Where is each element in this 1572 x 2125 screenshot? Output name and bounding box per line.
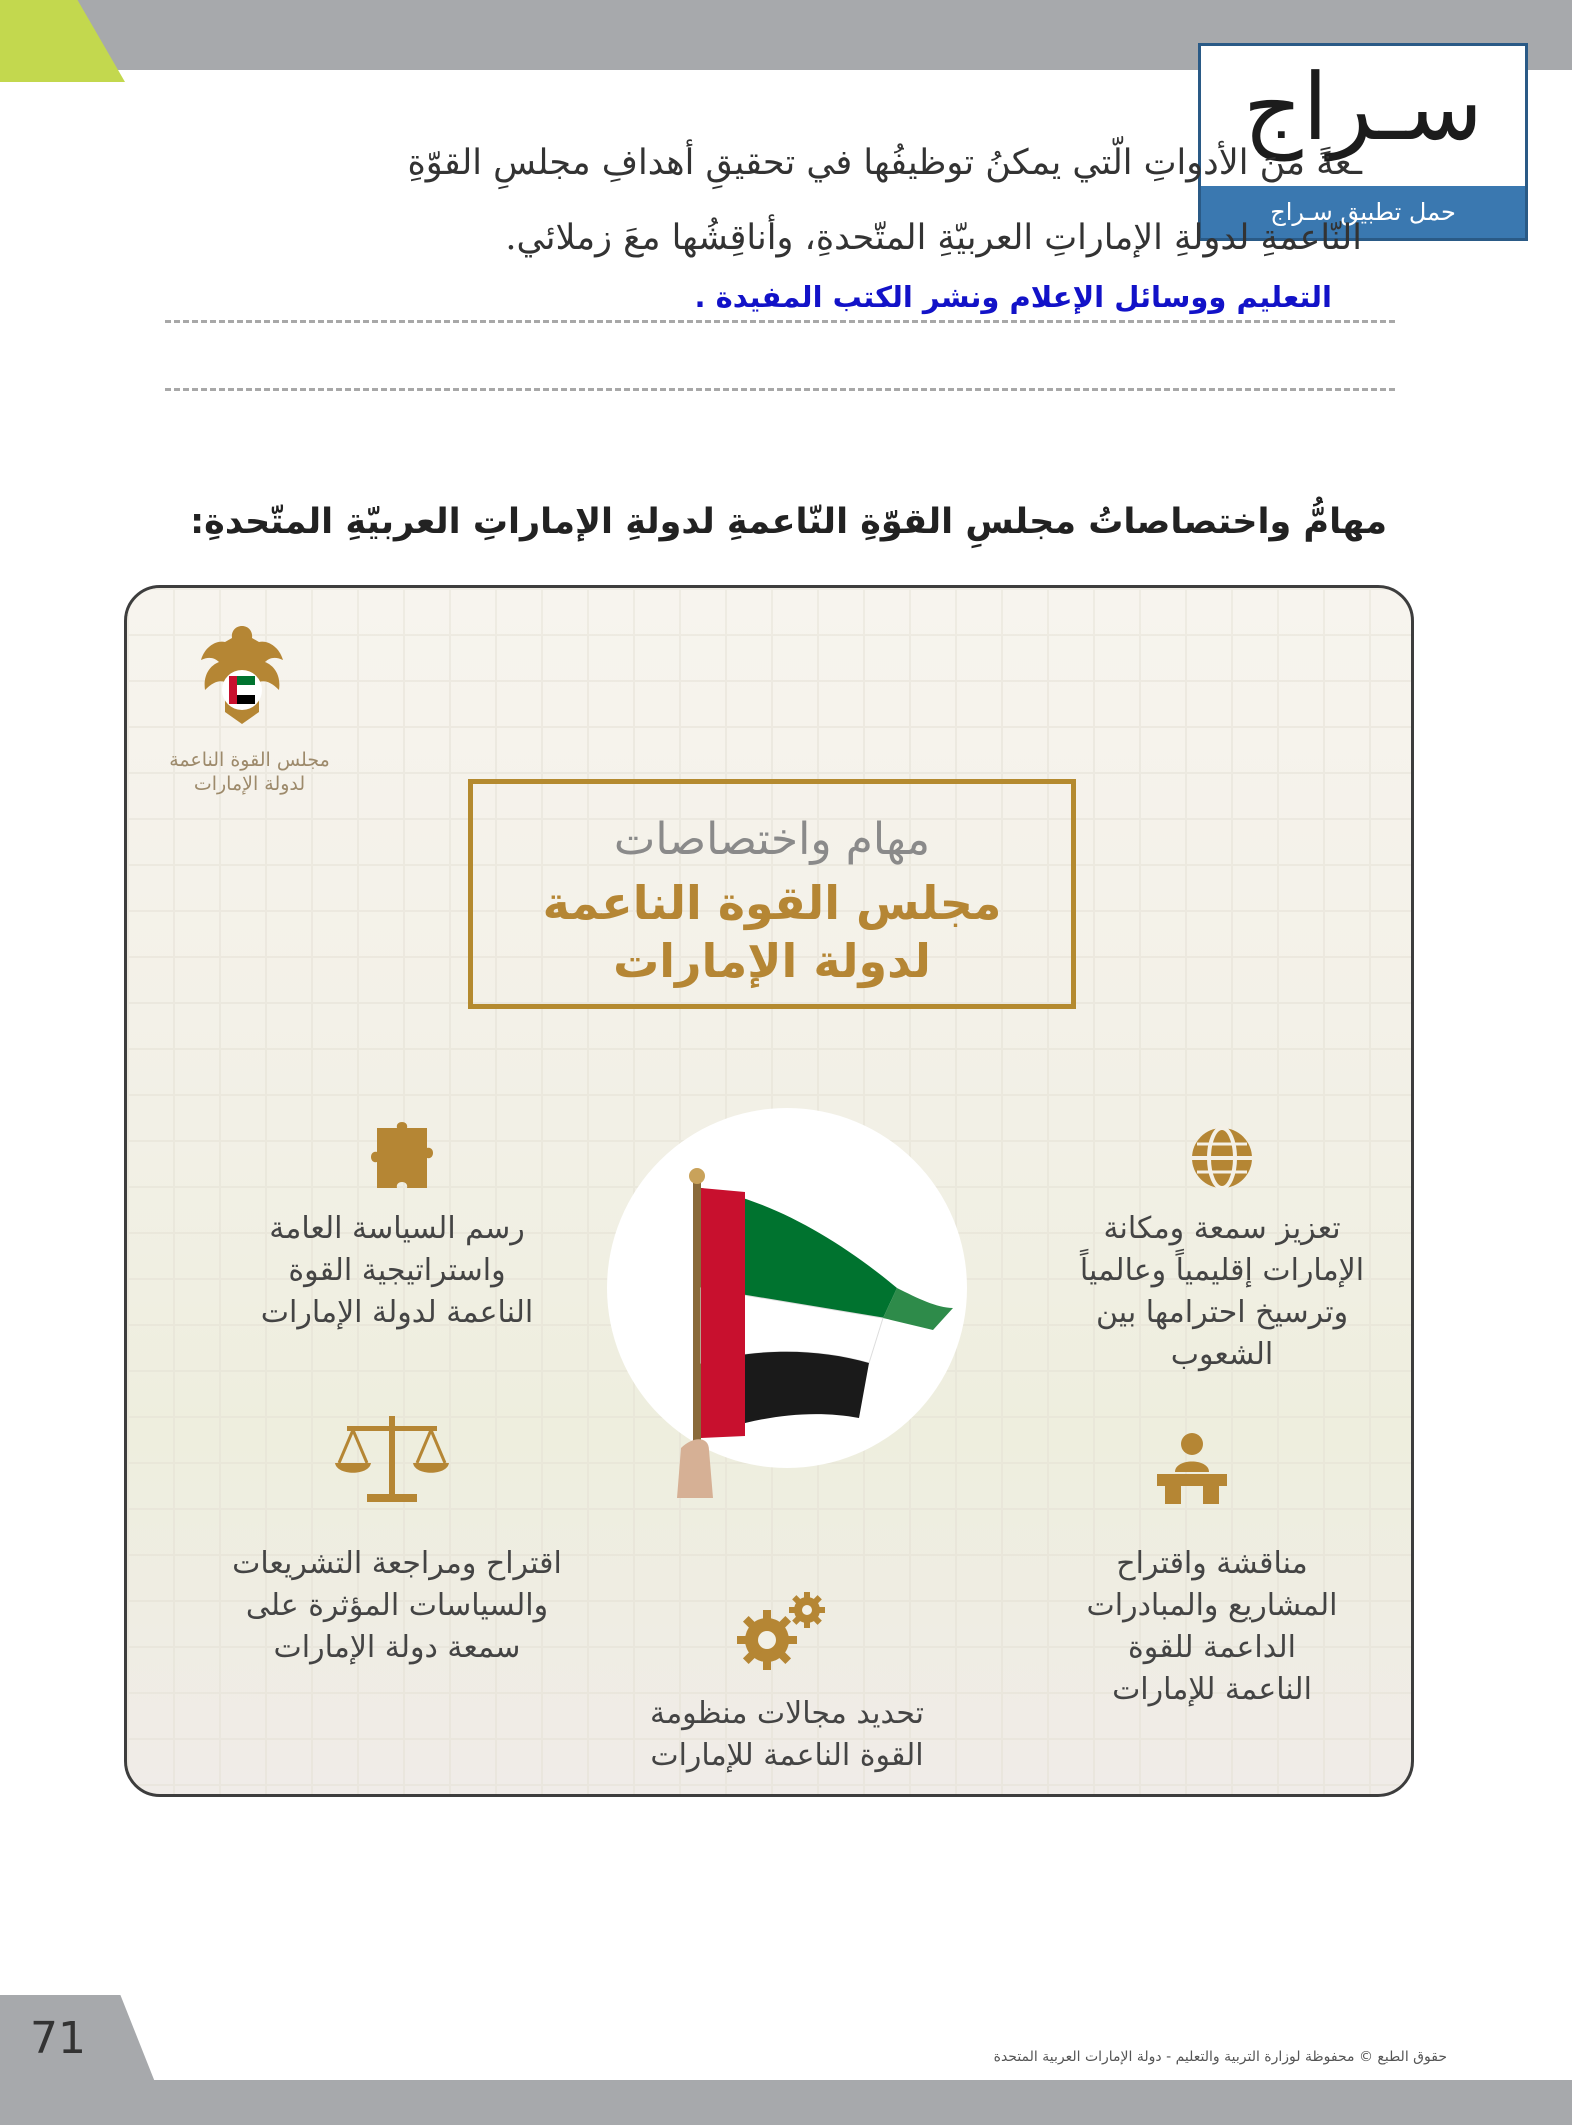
inner-title-line-2: مجلس القوة الناعمة xyxy=(542,876,1002,930)
item-reputation xyxy=(1062,1208,1382,1376)
item-legislation-line: اقتراح ومراجعة التشريعات xyxy=(232,1546,562,1581)
question-line-2: النّاعمةِ لدولةِ الإماراتِ العربيّةِ المتّحدةِ، وأناقِشُها معَ زملائي. xyxy=(505,218,1362,258)
globe-icon xyxy=(1177,1118,1267,1198)
item-legislation-line: والسياسات المؤثرة على xyxy=(245,1588,549,1623)
item-fields-line: تحديد مجالات منظومة xyxy=(650,1696,924,1731)
answer-line-1 xyxy=(165,320,1395,323)
footer-band xyxy=(0,2080,1572,2125)
item-initiatives-line: المشاريع والمبادرات xyxy=(1086,1588,1338,1623)
item-initiatives-line: مناقشة واقتراح xyxy=(1116,1546,1308,1581)
logo-tagline: حمل تطبيق سـراج xyxy=(1201,186,1525,238)
siraj-logo[interactable] xyxy=(1198,43,1528,241)
inner-title-line-3: لدولة الإمارات xyxy=(613,934,931,988)
scales-icon xyxy=(327,1408,457,1508)
uae-flag-icon xyxy=(597,1118,997,1498)
emblem-label-line-1: مجلس القوة الناعمة xyxy=(169,749,330,771)
puzzle-icon xyxy=(357,1118,447,1198)
question-line-1: ـعةً منَ الأدواتِ الّتي يمكنُ توظيفُها في تحقيقِ أهدافِ مجلسِ القوّةِ xyxy=(407,143,1362,183)
item-policy-line: رسم السياسة العامة xyxy=(269,1211,525,1246)
item-initiatives xyxy=(1047,1543,1377,1711)
emblem-label xyxy=(147,748,352,796)
item-legislation xyxy=(187,1543,607,1669)
item-reputation-line: الشعوب xyxy=(1170,1337,1274,1372)
person-desk-icon xyxy=(1147,1428,1237,1508)
answer-text: التعليم ووسائل الإعلام ونشر الكتب المفيدة . xyxy=(694,280,1332,314)
item-policy-line: واستراتيجية القوة xyxy=(288,1253,506,1288)
logo-text: سـراج xyxy=(1243,54,1483,161)
item-policy-line: الناعمة لدولة الإمارات xyxy=(260,1295,534,1330)
item-reputation-line: وترسيخ احترامها بين xyxy=(1095,1295,1349,1330)
item-legislation-line: سمعة دولة الإمارات xyxy=(273,1630,521,1665)
item-initiatives-line: الداعمة للقوة xyxy=(1128,1630,1296,1665)
uae-emblem-icon xyxy=(187,620,297,730)
inner-title-box xyxy=(468,779,1076,1009)
page-number: 71 xyxy=(30,2013,86,2064)
footer xyxy=(0,1995,1572,2125)
copyright-text: حقوق الطبع © محفوظة لوزارة التربية والتعليم - دولة الإمارات العربية المتحدة xyxy=(993,2049,1447,2065)
item-initiatives-line: الناعمة للإمارات xyxy=(1112,1672,1312,1707)
inner-title-line-1: مهام واختصاصات xyxy=(613,814,931,865)
item-policy xyxy=(227,1208,567,1334)
item-fields xyxy=(597,1693,977,1777)
gears-icon xyxy=(727,1588,837,1678)
item-reputation-line: تعزيز سمعة ومكانة xyxy=(1103,1211,1341,1246)
infographic-card xyxy=(124,585,1414,1797)
item-fields-line: القوة الناعمة للإمارات xyxy=(650,1738,924,1773)
answer-line-2 xyxy=(165,388,1395,391)
section-title: مهامُّ واختصاصاتُ مجلسِ القوّةِ النّاعمةِ لدولةِ الإماراتِ العربيّةِ المتّحدةِ: xyxy=(190,502,1387,542)
emblem-label-line-2: لدولة الإمارات xyxy=(193,773,306,795)
item-reputation-line: الإمارات إقليمياً وعالمياً xyxy=(1079,1253,1365,1288)
